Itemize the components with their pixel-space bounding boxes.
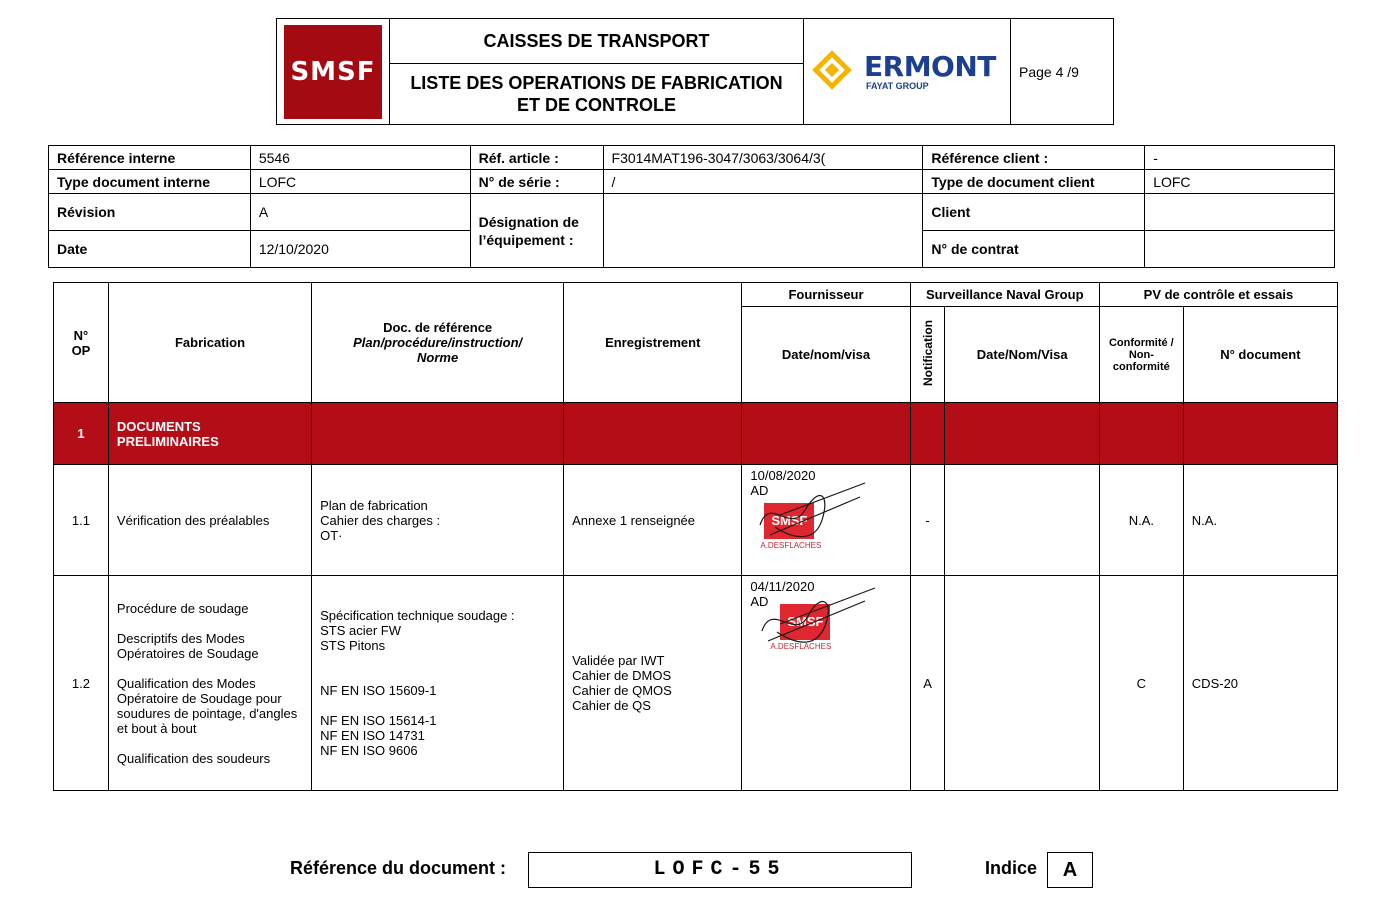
- revision-value: A: [250, 194, 470, 231]
- docref-subtitle: Plan/procédure/instruction/ Norme: [353, 335, 523, 365]
- revision-label: Révision: [49, 194, 251, 231]
- doc-title-line1: CAISSES DE TRANSPORT: [390, 19, 804, 64]
- designation-value: [603, 194, 923, 268]
- docref-line: NF EN ISO 14731: [320, 728, 425, 743]
- n-document-header: N° document: [1183, 307, 1337, 403]
- fournisseur-header: Fournisseur: [742, 283, 910, 307]
- enregistrement-line: Cahier de QS: [572, 698, 651, 713]
- row-document: N.A.: [1183, 465, 1337, 576]
- type-doc-client-label: Type de document client: [923, 170, 1145, 194]
- col-fabrication-header: Fabrication: [108, 283, 311, 403]
- docref-line: Plan de fabrication: [320, 497, 428, 513]
- docref-line: NF EN ISO 9606: [320, 743, 418, 758]
- smsf-stamp: SMSF: [780, 604, 830, 640]
- section-label-b: PRELIMINAIRES: [116, 433, 219, 449]
- date-label: Date: [49, 231, 251, 268]
- row-surveillance-visa: [945, 465, 1099, 576]
- fabrication-line: Procédure de soudage: [116, 600, 249, 616]
- fayat-group-text: FAYAT GROUP: [866, 80, 929, 91]
- enregistrement-line: Cahier de QMOS: [572, 683, 672, 698]
- ref-article-label: Réf. article :: [470, 146, 603, 170]
- surveillance-header: Surveillance Naval Group: [910, 283, 1099, 307]
- enregistrement-line: Cahier de DMOS: [572, 668, 672, 683]
- doc-ref-label: Référence du document :: [290, 858, 507, 878]
- visa-initials: AD: [750, 594, 769, 609]
- docref-line: NF EN ISO 15609-1: [320, 683, 437, 698]
- row-fournisseur-visa: [742, 576, 910, 791]
- conformite-header: Conformité / Non-conformité: [1099, 307, 1183, 403]
- serie-value: /: [603, 170, 923, 194]
- row-conformite: C: [1099, 576, 1183, 791]
- visa-initials: AD: [750, 483, 769, 498]
- ermont-diamond-icon: [814, 52, 860, 92]
- docref-line: Spécification technique soudage :: [320, 608, 515, 623]
- ref-client-value: -: [1145, 146, 1335, 170]
- section-number: 1: [54, 403, 109, 465]
- ermont-logo-cell: [804, 19, 1011, 125]
- smsf-logo-cell: [277, 19, 390, 125]
- ref-interne-label: Référence interne: [49, 146, 251, 170]
- docref-line: STS Pitons: [320, 638, 386, 653]
- pv-header: PV de contrôle et essais: [1099, 283, 1337, 307]
- docref-line: NF EN ISO 15614-1: [320, 713, 437, 728]
- row-enregistrement: Annexe 1 renseignée: [564, 465, 742, 576]
- ref-interne-value: 5546: [250, 146, 470, 170]
- doc-title-line2a: LISTE DES OPERATIONS DE FABRICATION: [410, 73, 783, 93]
- docref-title: Doc. de référence: [383, 320, 493, 335]
- ermont-logo-text: ERMONT: [864, 49, 996, 83]
- row-fournisseur-visa: [742, 465, 910, 576]
- section-label: [108, 403, 311, 465]
- table-row: [54, 576, 1338, 791]
- row-fabrication: [108, 576, 311, 791]
- visa-date-text: 10/08/2020: [750, 468, 816, 483]
- row-docref: [312, 465, 564, 576]
- row-document: CDS-20: [1183, 576, 1337, 791]
- row-fabrication: Vérification des préalables: [108, 465, 311, 576]
- doc-title-line2: [390, 64, 804, 125]
- row-op: 1.2: [54, 576, 109, 791]
- enregistrement-line: Validée par IWT: [572, 653, 665, 668]
- type-doc-client-value: LOFC: [1145, 170, 1335, 194]
- designation-label: Désignation de l’équipement :: [470, 194, 603, 268]
- ref-client-label: Référence client :: [923, 146, 1145, 170]
- section-label-a: DOCUMENTS: [116, 418, 201, 434]
- smsf-logo: SMSF: [284, 25, 382, 119]
- type-doc-value: LOFC: [250, 170, 470, 194]
- docref-line: STS acier FW: [320, 623, 402, 638]
- signature-icon: [750, 586, 880, 656]
- row-surveillance-visa: [945, 576, 1099, 791]
- document-header: [276, 18, 1114, 125]
- date-nom-visa-header: Date/nom/visa: [742, 307, 910, 403]
- row-notification: -: [910, 465, 945, 576]
- notification-header: [910, 307, 945, 403]
- serie-label: N° de série :: [470, 170, 603, 194]
- stamp-name: A.DESFLACHES: [770, 642, 832, 651]
- client-label: Client: [923, 194, 1145, 231]
- table-row: [54, 465, 1338, 576]
- row-conformite: N.A.: [1099, 465, 1183, 576]
- page-number: Page 4 /9: [1011, 19, 1114, 125]
- col-op-header: N° OP: [54, 283, 109, 403]
- row-enregistrement: [564, 576, 742, 791]
- indice-value: A: [1047, 852, 1093, 888]
- col-enregistrement-header: Enregistrement: [564, 283, 742, 403]
- notification-label: Notification: [920, 320, 935, 386]
- smsf-stamp: SMSF: [764, 503, 814, 539]
- date-nom-visa2-header: Date/Nom/Visa: [945, 307, 1099, 403]
- type-doc-label: Type document interne: [49, 170, 251, 194]
- row-op: 1.1: [54, 465, 109, 576]
- visa-date-text: 04/11/2020: [750, 579, 815, 594]
- contrat-label: N° de contrat: [923, 231, 1145, 268]
- fabrication-line: Qualification des soudeurs: [116, 750, 271, 766]
- docref-line: OT·: [320, 527, 343, 543]
- stamp-name: A.DESFLACHES: [760, 541, 822, 550]
- docref-line: Cahier des charges :: [320, 512, 441, 528]
- info-table: [48, 145, 1335, 268]
- ref-article-value: F3014MAT196-3047/3063/3064/3(: [603, 146, 923, 170]
- col-docref-header: [312, 283, 564, 403]
- section-row: [54, 403, 1338, 465]
- date-value: 12/10/2020: [250, 231, 470, 268]
- row-docref: [312, 576, 564, 791]
- row-notification: A: [910, 576, 945, 791]
- signature-icon: [750, 475, 870, 545]
- doc-ref-value: LOFC-55: [528, 852, 912, 888]
- contrat-value: [1145, 231, 1335, 268]
- indice-label: Indice: [985, 858, 1038, 878]
- fabrication-line: Qualification des Modes Opératoire de Soudage pour soudures de pointage, d'angles et bout à bout: [116, 675, 298, 736]
- doc-title-line2b: ET DE CONTROLE: [516, 95, 676, 115]
- operations-table: [53, 282, 1338, 791]
- fabrication-line: Descriptifs des Modes Opératoires de Soudage: [116, 630, 259, 661]
- client-value: [1145, 194, 1335, 231]
